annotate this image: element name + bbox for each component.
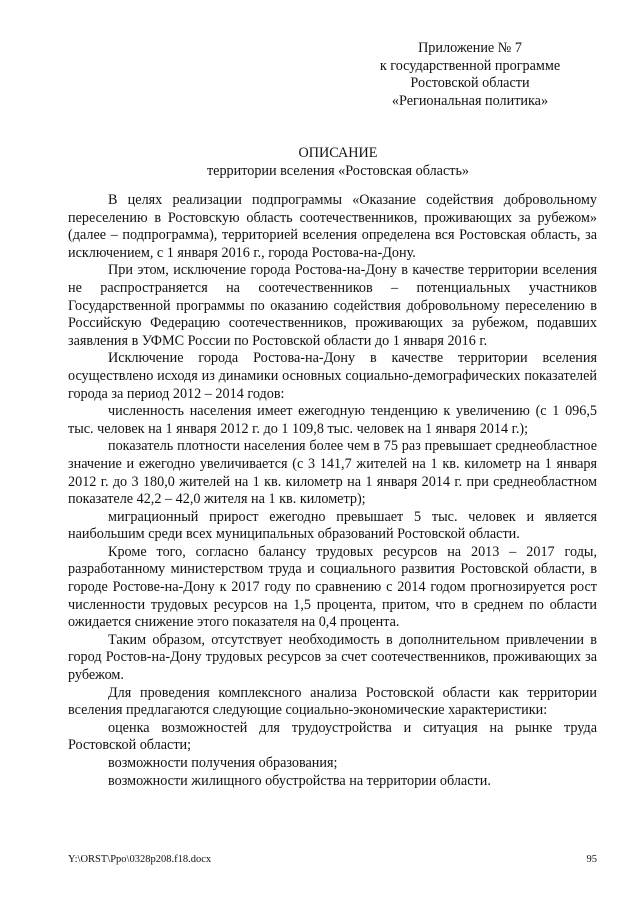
page-footer bbox=[68, 854, 597, 865]
paragraph-3: Исключение города Ростова-на-Дону в качестве территории вселения осуществлено исходя из динамики основных социально-демографических показателей города за период 2012 – 2014 годов: bbox=[68, 350, 597, 402]
paragraph-11: возможности получения образования; bbox=[108, 755, 338, 771]
document-title bbox=[68, 144, 608, 180]
paragraph-6: миграционный прирост ежегодно превышает 5 тыс. человек и является наибольшим среди всех муниципальных образований Ростовской области. bbox=[68, 508, 597, 543]
paragraph-12: возможности жилищного обустройства на территории области. bbox=[108, 772, 491, 789]
paragraph-5: показатель плотности населения более чем в 75 раз превышает среднеобластное значение и ежегодно увеличивается (с 3 141,7 жителей на 1 кв. километр на 1 января 2012 г. до 3 180,0 жителей на 1 кв. километр на 1 января 2014 г. при среднеобластном показателе 42,2 – 42,0 жителя на 1 кв. километр); bbox=[68, 438, 597, 508]
title-main: ОПИСАНИЕ bbox=[298, 145, 378, 161]
paragraph-10: оценка возможностей для трудоустройства и ситуация на рынке труда Ростовской области; bbox=[68, 719, 597, 754]
paragraph-9: Для проведения комплексного анализа Ростовской области как территории вселения предлагаются следующие социально-экономические характеристики: bbox=[68, 684, 597, 719]
appendix-header bbox=[360, 40, 580, 110]
paragraph-8: Таким образом, отсутствует необходимость в дополнительном привлечении в город Ростов-на-Дону трудовых ресурсов за счет соотечественников, проживающих за рубежом. bbox=[68, 631, 597, 684]
page-number: 95 bbox=[586, 854, 597, 865]
paragraph-1: В целях реализации подпрограммы «Оказание содействия добровольному переселению в Ростовскую область соотечественников, проживающих за рубежом» (далее – подпрограмма), территорией вселения определена вся Ростовская область, за исключением, с 1 января 2016 г., города Ростова-на-Дону. bbox=[68, 192, 597, 261]
paragraph-7: Кроме того, согласно балансу трудовых ресурсов на 2013 – 2017 годы, разработанному министерством труда и социального развития Ростовской области, в городе Ростове-на-Дону к 2017 году по сравнению с 2014 годом прогнозируется рост численности трудовых ресурсов на 1,5 процента, притом, что в среднем по области ожидается снижение этого показателя на 0,4 процента. bbox=[68, 543, 597, 631]
appendix-number: Приложение № 7 bbox=[418, 40, 522, 56]
appendix-program-line: к государственной программе bbox=[379, 57, 561, 74]
file-path: Y:\ORST\Ppo\0328p208.f18.docx bbox=[68, 854, 212, 865]
paragraph-4: численность населения имеет ежегодную тенденцию к увеличению (с 1 096,5 тыс. человек на 1 января 2012 г. до 1 109,8 тыс. человек на 1 января 2014 г.); bbox=[68, 403, 597, 437]
appendix-program-name: «Региональная политика» bbox=[391, 92, 549, 109]
document-body bbox=[68, 192, 597, 790]
paragraph-2: При этом, исключение города Ростова-на-Дону в качестве территории вселения не распространяется на соотечественников – потенциальных участников Государственной программы по оказанию содействия добровольному переселению в Российскую Федерацию соотечественников, проживающих за рубежом, подавших заявления в УФМС России по Ростовской области до 1 января 2016 г. bbox=[68, 262, 597, 349]
title-subtitle: территории вселения «Ростовская область» bbox=[206, 163, 470, 179]
appendix-region-line: Ростовской области bbox=[410, 75, 530, 92]
